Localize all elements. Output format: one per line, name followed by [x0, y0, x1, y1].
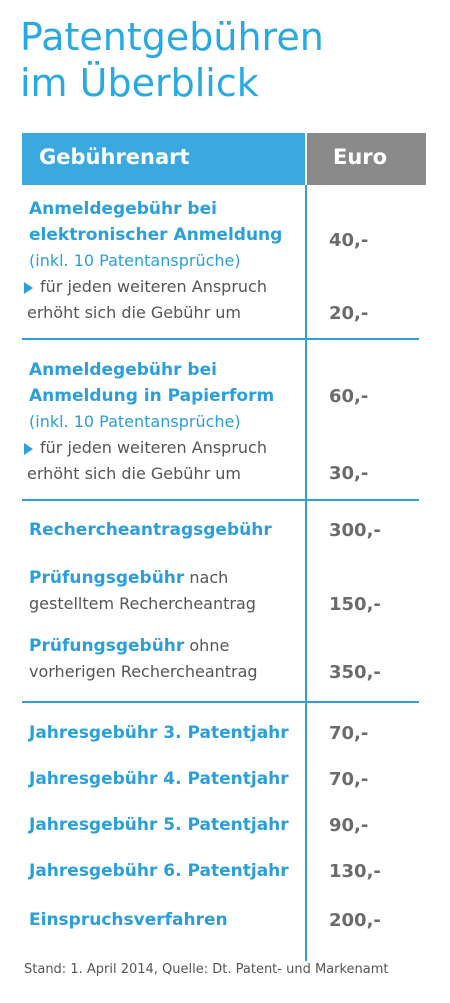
column-header-price-label: Euro	[333, 145, 388, 169]
year3-fee-price: 70,-	[329, 723, 369, 744]
exam-fee-1-suffix: nach	[189, 568, 229, 587]
year5-fee-label: Jahresgebühr 5. Patentjahr	[29, 815, 289, 835]
exam-fee-1-label: Prüfungsgebühr	[29, 568, 185, 588]
year4-fee-label: Jahresgebühr 4. Patentjahr	[29, 769, 289, 789]
row-divider-1	[22, 338, 419, 340]
column-header-type	[22, 133, 305, 185]
year3-fee-label: Jahresgebühr 3. Patentjahr	[29, 723, 289, 743]
exam-fee-1-line1	[29, 568, 228, 588]
research-fee-price: 300,-	[329, 520, 381, 541]
section2-title-line1: Anmeldegebühr bei	[29, 360, 217, 380]
section2-price-base: 60,-	[329, 386, 369, 407]
section2-extra-line2: erhöht sich die Gebühr um	[27, 464, 241, 483]
section1-price-extra: 20,-	[329, 303, 369, 324]
section1-extra-line1: für jeden weiteren Anspruch	[40, 277, 267, 296]
section2-price-extra: 30,-	[329, 463, 369, 484]
year6-fee-label: Jahresgebühr 6. Patentjahr	[29, 861, 289, 881]
opposition-fee-price: 200,-	[329, 910, 381, 931]
section2-note: (inkl. 10 Patentansprüche)	[29, 412, 241, 431]
column-divider	[305, 185, 307, 961]
arrow-icon	[24, 443, 33, 455]
column-header-price	[307, 133, 426, 185]
source-footnote: Stand: 1. April 2014, Quelle: Dt. Patent- und Markenamt	[24, 962, 389, 977]
column-header-type-label: Gebührenart	[39, 145, 190, 169]
exam-fee-2-suffix: ohne	[189, 636, 230, 655]
section1-title-line2: elektronischer Anmeldung	[29, 225, 283, 245]
page-title	[20, 14, 324, 106]
section1-price-base: 40,-	[329, 230, 369, 251]
year4-fee-price: 70,-	[329, 769, 369, 790]
title-line-2: im Überblick	[20, 61, 259, 105]
exam-fee-2-price: 350,-	[329, 662, 381, 683]
exam-fee-2-label: Prüfungsgebühr	[29, 636, 185, 656]
row-divider-2	[22, 499, 419, 501]
exam-fee-2-line2: vorherigen Rechercheantrag	[29, 662, 258, 681]
arrow-icon	[24, 282, 33, 294]
section2-title-line2: Anmeldung in Papierform	[29, 386, 275, 406]
title-line-1: Patentgebühren	[20, 15, 324, 59]
row-divider-3	[22, 701, 419, 703]
research-fee-label: Rechercheantragsgebühr	[29, 520, 272, 540]
exam-fee-1-price: 150,-	[329, 594, 381, 615]
section2-extra-line1: für jeden weiteren Anspruch	[40, 438, 267, 457]
opposition-fee-label: Einspruchsverfahren	[29, 910, 228, 930]
section1-extra-line2: erhöht sich die Gebühr um	[27, 303, 241, 322]
section1-note: (inkl. 10 Patentansprüche)	[29, 251, 241, 270]
year6-fee-price: 130,-	[329, 861, 381, 882]
section1-title-line1: Anmeldegebühr bei	[29, 199, 217, 219]
year5-fee-price: 90,-	[329, 815, 369, 836]
exam-fee-1-line2: gestelltem Rechercheantrag	[29, 594, 256, 613]
exam-fee-2-line1	[29, 636, 229, 656]
